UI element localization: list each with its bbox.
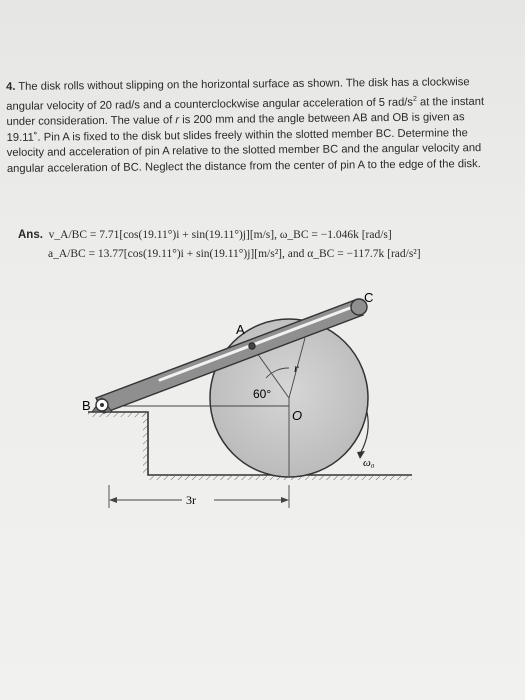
dim-arrow-right	[281, 497, 289, 503]
label-c: C	[364, 290, 374, 305]
problem-text-a: The disk rolls without slipping on the horizontal surface as shown. The disk has a clockwise angular velocity of 20 rad/s and a counterclockwise angular acceleration of 5 rad/s	[6, 76, 470, 113]
answer-acceleration: a_A/BC = 13.77[cos(19.11°)i + sin(19.11°)j][m/s²], and α_BC = −117.7k [rad/s²]	[48, 248, 421, 260]
answer-velocity: v_A/BC = 7.71[cos(19.11°)i + sin(19.11°)j][m/s], ω_BC = −1.046k [rad/s]	[48, 229, 392, 241]
problem-r-italic: r	[175, 114, 180, 127]
label-3r: 3r	[186, 493, 196, 507]
label-a: A	[236, 322, 245, 337]
ground-hatch-top	[88, 412, 148, 417]
pivot-center	[100, 403, 104, 407]
label-o: O	[292, 408, 303, 423]
label-b: B	[82, 398, 91, 413]
problem-number: 4.	[6, 80, 16, 93]
answer-label: Ans.	[18, 229, 43, 241]
problem-text-c: is 200 mm and the angle between AB and OB is given as 19.11˚. Pin A is fixed to the disk but slides freely within the slotted member BC. Determine the velocity and acceleration of pin A relative to the slotted member BC and the angular velocity and angular acceleration of BC. Neglect the distance from the center of pin A to the edge of the disk.	[6, 111, 482, 175]
label-angle: 60°	[253, 387, 272, 401]
label-omega: ω₀	[363, 457, 375, 469]
problem-superscript: 2	[412, 95, 417, 103]
dimension-3r	[109, 485, 289, 508]
problem-text-b: at the instant under consideration. The value of	[6, 95, 485, 128]
label-r: r	[294, 361, 299, 375]
dim-arrow-left	[109, 497, 117, 503]
pin-a	[249, 343, 255, 349]
ground-hatch-step	[143, 412, 148, 475]
